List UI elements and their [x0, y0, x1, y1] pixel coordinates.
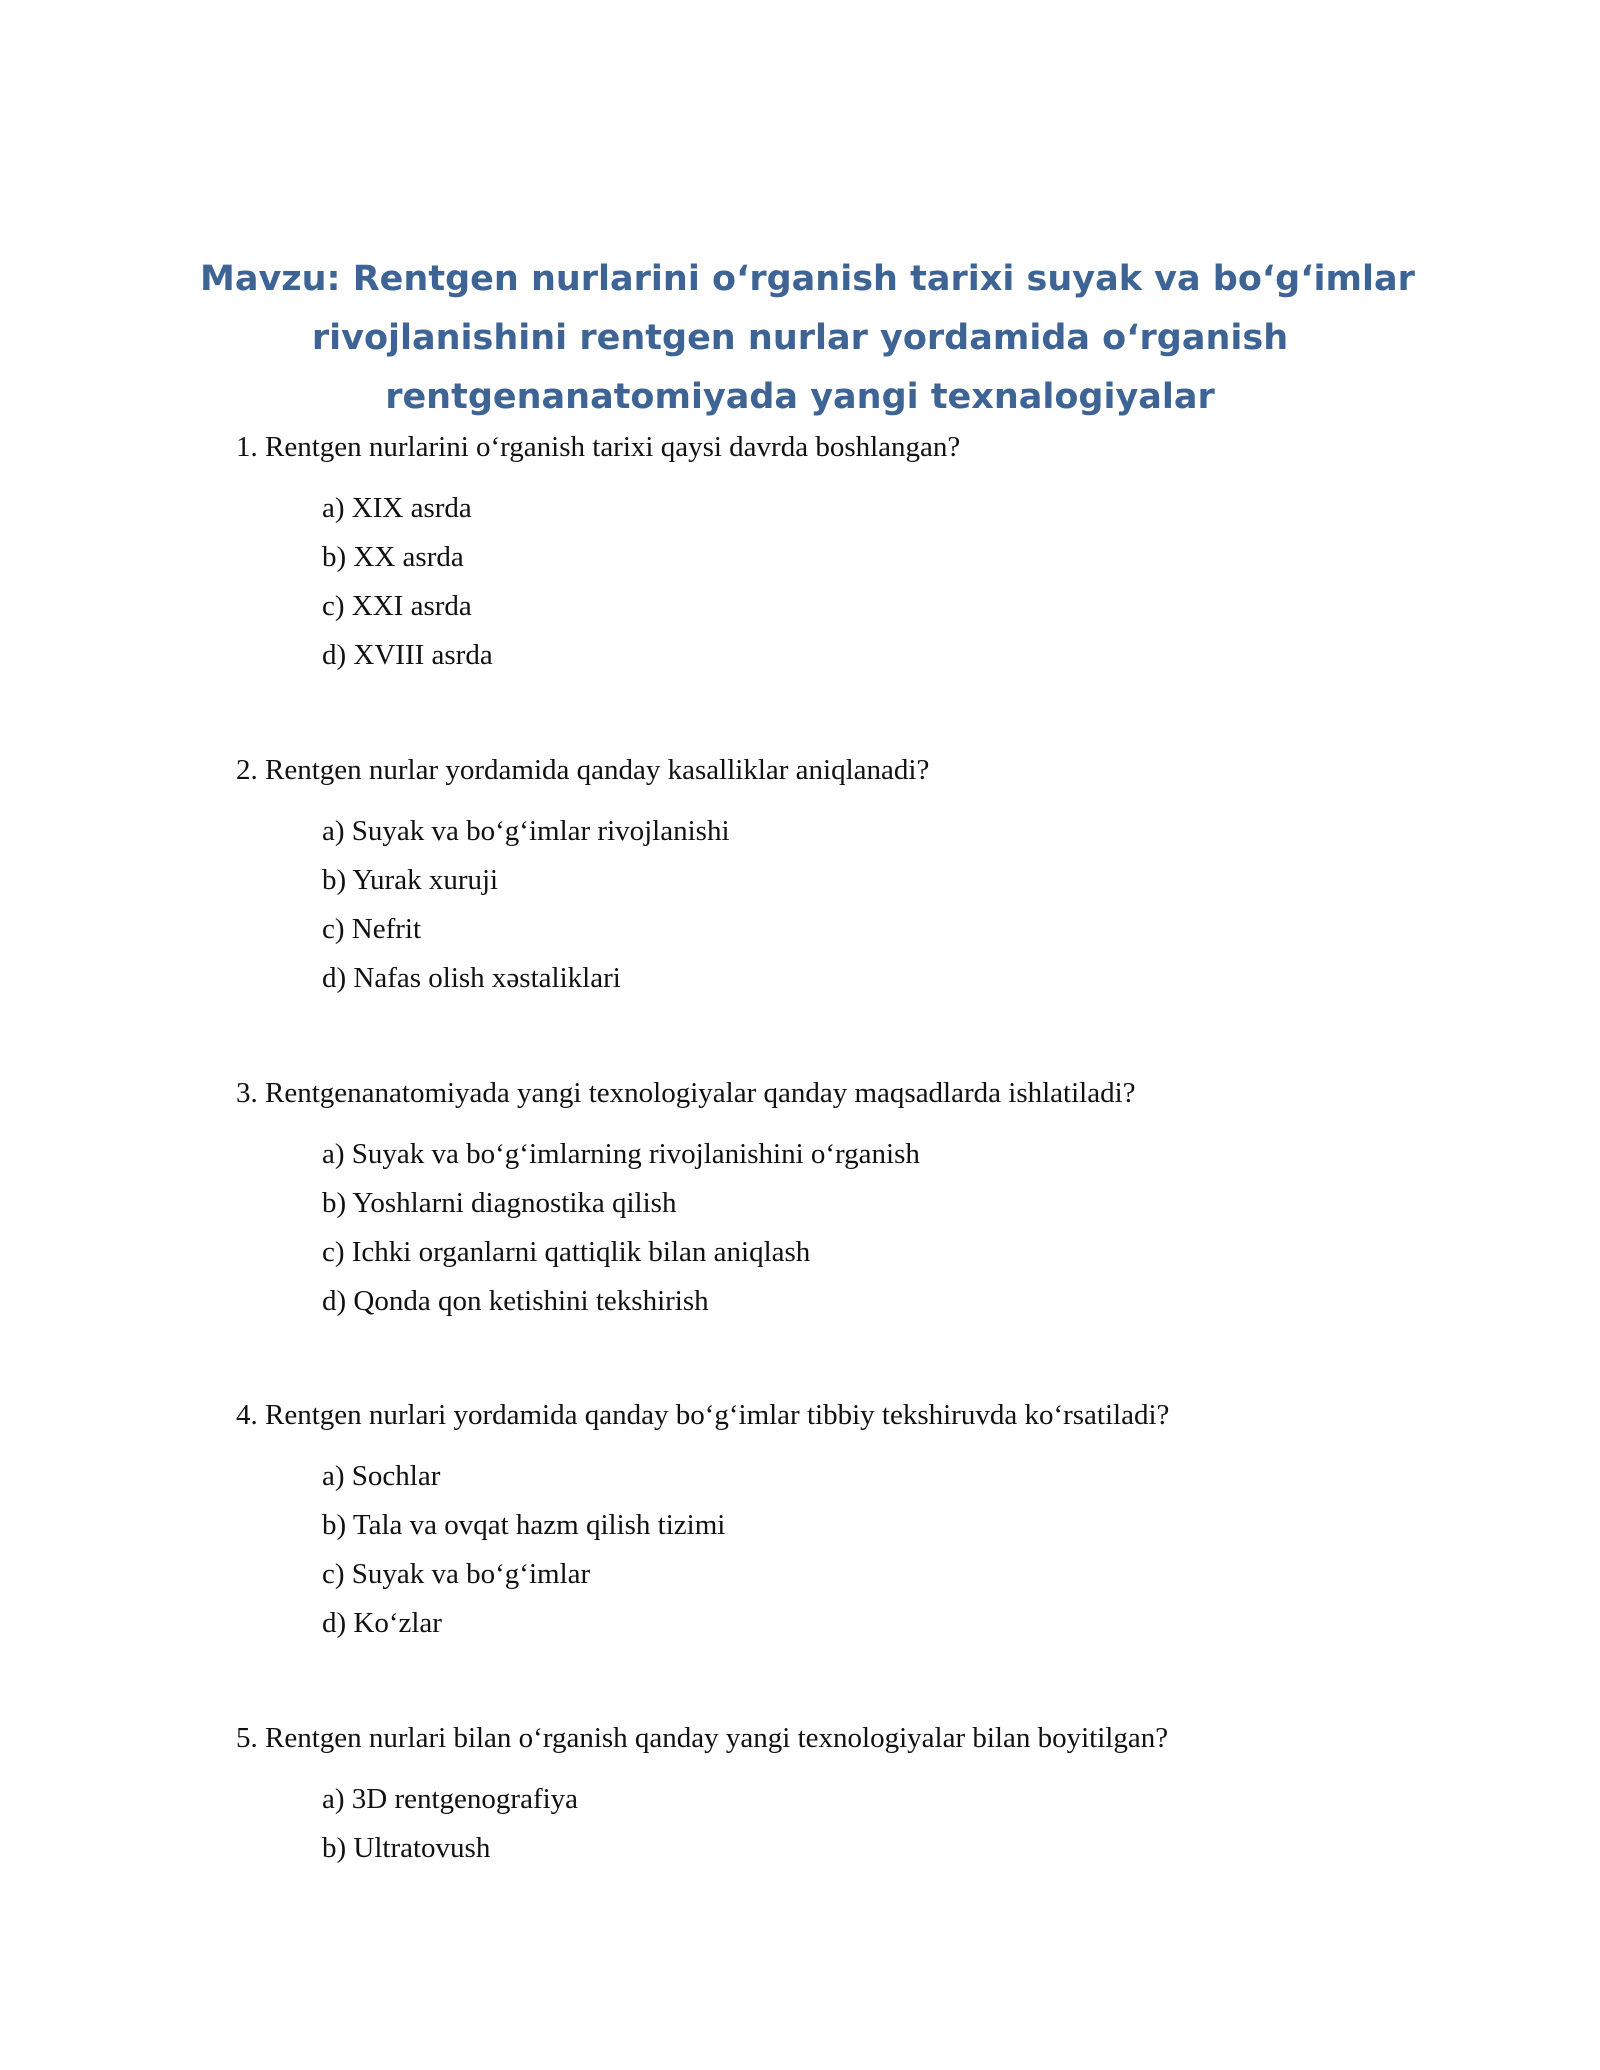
- answer-option-b: b) Tala va ovqat hazm qilish tizimi: [322, 1509, 726, 1541]
- question-text: 1. Rentgen nurlarini o‘rganish tarixi qaysi davrda boshlangan?: [236, 431, 961, 463]
- question-2: [236, 750, 1436, 1003]
- answer-option-a: a) Suyak va bo‘g‘imlarning rivojlanishini o‘rganish: [322, 1138, 920, 1170]
- answer-option-d: d) XVIII asrda: [322, 639, 493, 671]
- title-line-1: Mavzu: Rentgen nurlarini o‘rganish tarixi suyak va bo‘g‘imlar: [200, 259, 1415, 299]
- question-text: 4. Rentgen nurlari yordamida qanday bo‘g‘imlar tibbiy tekshiruvda ko‘rsatiladi?: [236, 1399, 1170, 1431]
- answer-option-c: c) Nefrit: [322, 913, 422, 945]
- answer-option-c: c) XXI asrda: [322, 590, 472, 622]
- answer-option-d: d) Ko‘zlar: [322, 1607, 442, 1639]
- answer-options: [236, 807, 1436, 1003]
- answer-option-b: b) Yurak xuruji: [322, 864, 499, 896]
- answer-option-b: b) Ultratovush: [322, 1832, 491, 1864]
- question-5: [236, 1718, 1436, 1873]
- question-text: 3. Rentgenanatomiyada yangi texnologiyalar qanday maqsadlarda ishlatiladi?: [236, 1077, 1136, 1109]
- title-line-3: rentgenanatomiyada yangi texnalogiyalar: [385, 377, 1215, 417]
- answer-option-a: a) XIX asrda: [322, 492, 472, 524]
- document-title: [200, 250, 1415, 427]
- answer-option-a: a) Sochlar: [322, 1460, 441, 1492]
- answer-options: [236, 1775, 1436, 1873]
- question-text: 2. Rentgen nurlar yordamida qanday kasalliklar aniqlanadi?: [236, 754, 930, 786]
- answer-option-b: b) Yoshlarni diagnostika qilish: [322, 1187, 677, 1219]
- answer-option-a: a) 3D rentgenografiya: [322, 1783, 579, 1815]
- question-text: 5. Rentgen nurlari bilan o‘rganish qanday yangi texnologiyalar bilan boyitilgan?: [236, 1722, 1169, 1754]
- title-line-2: rivojlanishini rentgen nurlar yordamida o‘rganish: [311, 318, 1289, 358]
- question-4: [236, 1395, 1436, 1648]
- answer-option-d: d) Nafas olish xəstaliklari: [322, 962, 621, 994]
- answer-options: [236, 1130, 1436, 1326]
- answer-option-d: d) Qonda qon ketishini tekshirish: [322, 1285, 709, 1317]
- question-1: [236, 427, 1436, 680]
- answer-option-c: c) Ichki organlarni qattiqlik bilan aniqlash: [322, 1236, 811, 1268]
- answer-option-c: c) Suyak va bo‘g‘imlar: [322, 1558, 591, 1590]
- question-3: [236, 1073, 1436, 1326]
- answer-options: [236, 1452, 1436, 1648]
- answer-options: [236, 484, 1436, 680]
- answer-option-a: a) Suyak va bo‘g‘imlar rivojlanishi: [322, 815, 730, 847]
- answer-option-b: b) XX asrda: [322, 541, 464, 573]
